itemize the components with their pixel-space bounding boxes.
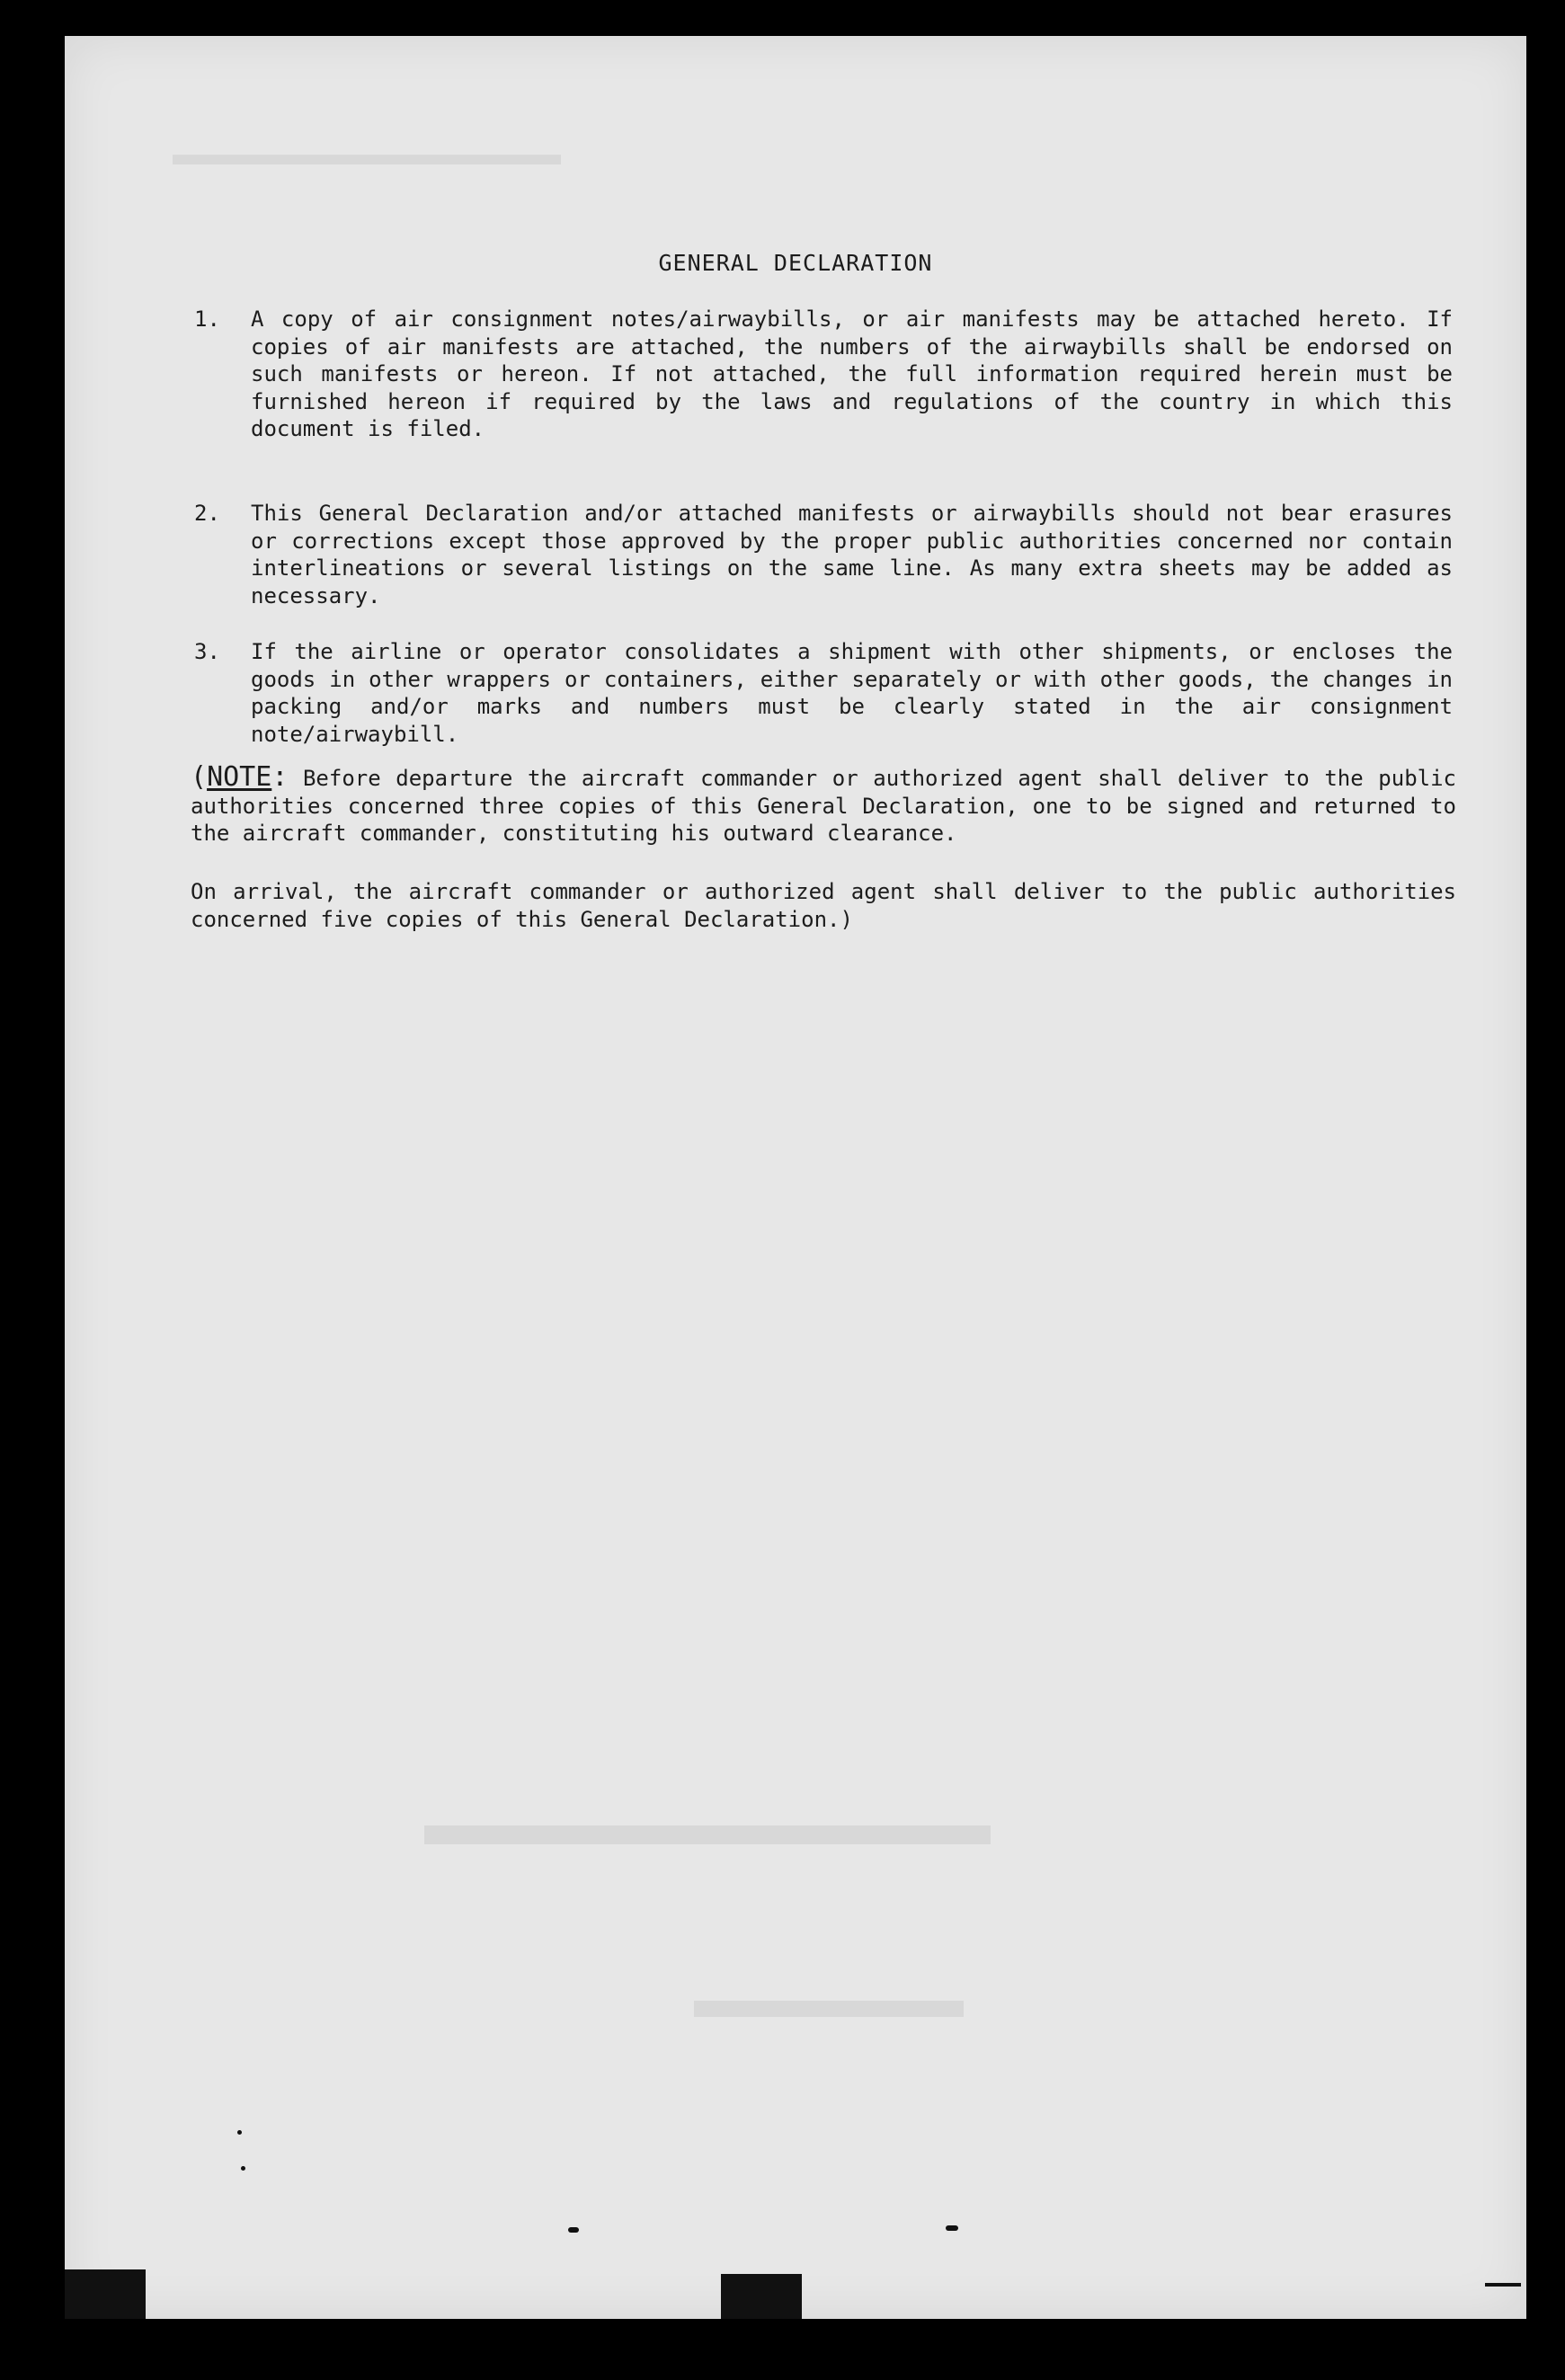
scan-artifact <box>721 2274 802 2319</box>
scan-artifact <box>65 2269 146 2319</box>
bleed-through-mark: ▬▬▬▬▬ <box>694 1969 964 2029</box>
item-number: 3. <box>194 639 220 664</box>
item-number: 1. <box>194 306 220 332</box>
document-title: GENERAL DECLARATION <box>658 250 933 276</box>
arrival-note: On arrival, the aircraft commander or authorized agent shall deliver to the public authorities concerned five copies of this General Declaration.) <box>191 879 1456 932</box>
item-text: A copy of air consignment notes/airwaybills, or air manifests may be attached hereto. If copies of air manifests are attached, the numbers of the airwaybills shall be endorsed on such manifests or hereon. If not attached, the full information required herein must be furnished hereon if required by the laws and regulations of the country in which this document is filed. <box>251 306 1453 441</box>
scan-artifact <box>241 2166 245 2171</box>
declaration-item-2 <box>194 500 1453 609</box>
scan-artifact <box>237 2130 242 2135</box>
declaration-item-3 <box>194 638 1453 748</box>
departure-note <box>191 761 1456 848</box>
document-page <box>65 36 1526 2319</box>
bleed-through-mark: ▬▬▬▬▬▬▬▬▬ <box>424 1789 991 1859</box>
item-text: If the airline or operator consolidates a shipment with other shipments, or encloses the goods in other wrappers or containers, either separately or with other goods, the changes in packing and/or marks and numbers must be clearly stated in the air consignment note/airwaybill. <box>251 639 1453 747</box>
bleed-through-mark: ▬▬▬▬▬▬▬▬▬▬▬▬ <box>173 136 561 172</box>
scan-artifact <box>568 2227 579 2233</box>
item-text: This General Declaration and/or attached manifests or airwaybills should not bear erasures or corrections except those approved by the proper public authorities concerned nor contain interlineations or several listings on the same line. As many extra sheets may be added as necessary. <box>251 501 1453 608</box>
declaration-item-1 <box>194 306 1453 443</box>
note-label: (NOTE: <box>191 761 289 793</box>
scan-artifact <box>946 2225 958 2231</box>
departure-note-text: Before departure the aircraft commander or authorized agent shall deliver to the public authorities concerned three copies of this General Declaration, one to be signed and returned to the aircraft commander, constituting his outward clearance. <box>191 766 1456 846</box>
item-number: 2. <box>194 501 220 526</box>
scan-artifact <box>1485 2283 1521 2287</box>
